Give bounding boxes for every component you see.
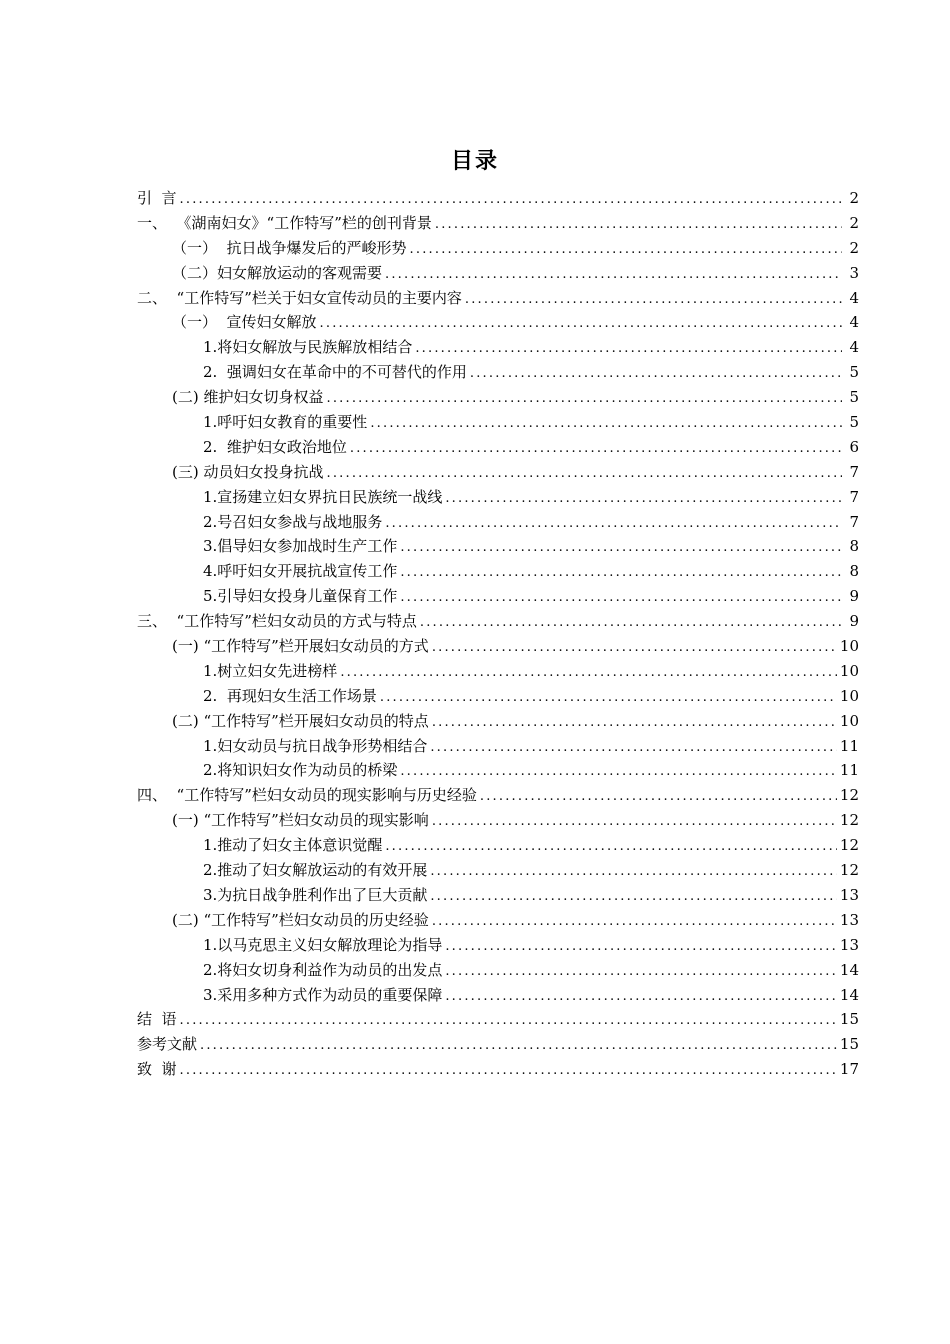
- toc-leader-dots: [326, 462, 842, 487]
- toc-entry[interactable]: [137, 634, 859, 659]
- toc-entry-label: 1.树立妇女先进榜样: [203, 661, 338, 680]
- toc-entry-page: 2: [849, 189, 859, 207]
- toc-entry[interactable]: [137, 360, 859, 385]
- toc-entry-page: 4: [849, 313, 859, 332]
- toc-leader-dots: [432, 910, 837, 935]
- toc-entry[interactable]: [137, 584, 859, 609]
- toc-entry-label: 3.为抗日战争胜利作出了巨大贡献: [203, 885, 428, 904]
- toc-entry-label: (二) 维护妇女切身权益: [172, 388, 324, 407]
- page-title: 目录: [450, 149, 499, 174]
- toc-entry-page: 8: [849, 537, 859, 556]
- toc-leader-dots: [200, 1034, 837, 1059]
- toc-entry[interactable]: [137, 410, 859, 435]
- toc-entry-page: 10: [839, 637, 859, 656]
- toc-entry-label: （二）妇女解放运动的客观需要: [172, 263, 383, 282]
- toc-leader-dots: [445, 935, 837, 960]
- toc-entry-label: (二) “工作特写”栏开展妇女动员的特点: [172, 711, 429, 730]
- toc-entry[interactable]: [137, 335, 859, 360]
- toc-entry-label: 二、 “工作特写”栏关于妇女宣传动员的主要内容: [137, 288, 462, 307]
- toc-leader-dots: [430, 885, 837, 910]
- toc-leader-dots: [385, 512, 842, 537]
- toc-entry-page: 2: [849, 213, 859, 232]
- toc-entry[interactable]: [137, 534, 859, 559]
- toc-leader-dots: [400, 586, 842, 611]
- toc-entry-label: （一） 宣传妇女解放: [172, 313, 317, 332]
- toc-entry-page: 8: [849, 562, 859, 581]
- toc-entry-label: （一） 抗日战争爆发后的严峻形势: [172, 238, 407, 257]
- toc-entry-label: 4.呼吁妇女开展抗战宣传工作: [203, 562, 398, 581]
- toc-entry[interactable]: [137, 559, 859, 584]
- toc-entry[interactable]: [137, 186, 859, 211]
- toc-entry-page: 11: [839, 761, 859, 780]
- toc-leader-dots: [180, 1059, 837, 1084]
- toc-entry[interactable]: [137, 858, 859, 883]
- toc-entry[interactable]: [137, 310, 859, 335]
- toc-entry-page: 5: [849, 363, 859, 382]
- toc-entry[interactable]: [137, 908, 859, 933]
- toc-entry[interactable]: [137, 385, 859, 410]
- toc-entry-page: 13: [839, 935, 859, 954]
- toc-entry[interactable]: [137, 435, 859, 460]
- toc-leader-dots: [400, 536, 842, 561]
- toc-entry-page: 7: [849, 512, 859, 531]
- toc-entry[interactable]: [137, 460, 859, 485]
- toc-leader-dots: [350, 437, 842, 462]
- toc-entry-page: 9: [849, 612, 859, 631]
- toc-entry-page: 10: [839, 711, 859, 730]
- toc-leader-dots: [370, 412, 842, 437]
- toc-entry-label: (三) 动员妇女投身抗战: [172, 462, 324, 481]
- toc-entry-label: (一) “工作特写”栏妇女动员的现实影响: [172, 811, 429, 830]
- toc-leader-dots: [445, 487, 842, 512]
- toc-entry-page: 13: [839, 885, 859, 904]
- toc-entry-page: 15: [839, 1010, 859, 1029]
- toc-leader-dots: [320, 312, 842, 337]
- toc-entry-label: 2. 维护妇女政治地位: [203, 437, 347, 456]
- toc-entry-label: 结 语: [137, 1010, 177, 1029]
- toc-entry[interactable]: [137, 510, 859, 535]
- toc-entry-page: 7: [849, 462, 859, 481]
- toc-entry-label: 2.将妇女切身利益作为动员的出发点: [203, 960, 443, 979]
- toc-entry[interactable]: [137, 983, 859, 1008]
- toc-entry[interactable]: [137, 1007, 859, 1032]
- toc-leader-dots: [400, 760, 837, 785]
- toc-entry[interactable]: [137, 833, 859, 858]
- toc-entry-page: 12: [839, 811, 859, 830]
- toc-entry-page: 15: [839, 1035, 859, 1054]
- toc-entry-page: 5: [849, 388, 859, 407]
- toc-entry[interactable]: [137, 261, 859, 286]
- toc-entry[interactable]: [137, 1032, 859, 1057]
- toc-entry-page: 2: [849, 238, 859, 257]
- toc-entry-label: 1.推动了妇女主体意识觉醒: [203, 836, 383, 855]
- toc-entry[interactable]: [137, 1057, 859, 1082]
- toc-entry[interactable]: [137, 659, 859, 684]
- toc-entry-label: 2.号召妇女参战与战地服务: [203, 512, 383, 531]
- toc-entry[interactable]: [137, 609, 859, 634]
- toc-entry-page: 4: [849, 288, 859, 307]
- toc-entry[interactable]: [137, 485, 859, 510]
- toc-entry-page: 10: [839, 661, 859, 680]
- toc-leader-dots: [435, 213, 842, 238]
- toc-entry[interactable]: [137, 808, 859, 833]
- toc-entry-page: 5: [849, 413, 859, 432]
- toc-leader-dots: [430, 736, 837, 761]
- toc-leader-dots: [432, 636, 837, 661]
- toc-entry-label: 1.将妇女解放与民族解放相结合: [203, 338, 413, 357]
- toc-entry-page: 9: [849, 587, 859, 606]
- toc-leader-dots: [420, 611, 842, 636]
- toc-entry-page: 7: [849, 487, 859, 506]
- toc-leader-dots: [445, 985, 837, 1010]
- toc-leader-dots: [410, 238, 842, 263]
- toc-entry-label: 致 谢: [137, 1060, 177, 1079]
- toc-entry-label: (一) “工作特写”栏开展妇女动员的方式: [172, 637, 429, 656]
- toc-entry-label: 引 言: [137, 189, 177, 207]
- toc-leader-dots: [385, 835, 837, 860]
- toc-leader-dots: [326, 387, 842, 412]
- toc-leader-dots: [180, 1009, 837, 1034]
- toc-entry[interactable]: [137, 236, 859, 261]
- toc-entry-label: 3.采用多种方式作为动员的重要保障: [203, 985, 443, 1004]
- toc-entry-page: 12: [839, 786, 859, 805]
- toc-entry-page: 13: [839, 910, 859, 929]
- toc-entry-page: 17: [839, 1060, 859, 1079]
- toc-leader-dots: [400, 561, 842, 586]
- toc-leader-dots: [470, 362, 842, 387]
- toc-entry-page: 14: [839, 985, 859, 1004]
- toc-entry-label: 2. 再现妇女生活工作场景: [203, 686, 377, 705]
- toc-entry[interactable]: [137, 684, 859, 709]
- toc-entry-label: 1.以马克思主义妇女解放理论为指导: [203, 935, 443, 954]
- toc-entry[interactable]: [137, 883, 859, 908]
- toc-leader-dots: [430, 860, 837, 885]
- toc-leader-dots: [445, 960, 837, 985]
- toc-entry-page: 12: [839, 836, 859, 855]
- toc-entry-label: 一、 《湖南妇女》“工作特写”栏的创刊背景: [137, 213, 432, 232]
- toc-entry-label: 5.引导妇女投身儿童保育工作: [203, 587, 398, 606]
- toc-entry-page: 6: [849, 437, 859, 456]
- toc-entry[interactable]: [137, 933, 859, 958]
- toc-entry-page: 11: [839, 736, 859, 755]
- toc-entry[interactable]: [137, 286, 859, 311]
- toc-entry-label: 四、 “工作特写”栏妇女动员的现实影响与历史经验: [137, 786, 477, 805]
- toc-entry-label: 3.倡导妇女参加战时生产工作: [203, 537, 398, 556]
- toc-leader-dots: [385, 263, 842, 288]
- toc-leader-dots: [415, 337, 842, 362]
- toc-entry-page: 4: [849, 338, 859, 357]
- toc-entry-label: 三、 “工作特写”栏妇女动员的方式与特点: [137, 612, 417, 631]
- toc-entry-page: 3: [849, 263, 859, 282]
- toc-entry[interactable]: [137, 709, 859, 734]
- toc-entry-label: (二) “工作特写”栏妇女动员的历史经验: [172, 910, 429, 929]
- toc-leader-dots: [180, 188, 842, 213]
- toc-entry-label: 2.推动了妇女解放运动的有效开展: [203, 861, 428, 880]
- toc-entry[interactable]: [137, 783, 859, 808]
- toc-entry[interactable]: [137, 211, 859, 236]
- toc-entry-label: 2.将知识妇女作为动员的桥梁: [203, 761, 398, 780]
- toc-entry-label: 1.呼吁妇女教育的重要性: [203, 413, 368, 432]
- toc-entry[interactable]: [137, 758, 859, 783]
- toc-entry[interactable]: [137, 958, 859, 983]
- toc-leader-dots: [480, 785, 837, 810]
- toc-entry-page: 10: [839, 686, 859, 705]
- toc-leader-dots: [340, 661, 837, 686]
- toc-leader-dots: [380, 686, 837, 711]
- toc-entry-page: 12: [839, 861, 859, 880]
- toc-leader-dots: [465, 288, 842, 313]
- toc-entry-label: 1.宣扬建立妇女界抗日民族统一战线: [203, 487, 443, 506]
- toc-entry-label: 1.妇女动员与抗日战争形势相结合: [203, 736, 428, 755]
- toc-entry-page: 14: [839, 960, 859, 979]
- toc-leader-dots: [432, 810, 837, 835]
- table-of-contents: [137, 186, 859, 1082]
- toc-leader-dots: [432, 711, 837, 736]
- toc-entry[interactable]: [137, 734, 859, 759]
- toc-entry-label: 2. 强调妇女在革命中的不可替代的作用: [203, 363, 467, 382]
- toc-entry-label: 参考文献: [137, 1035, 198, 1054]
